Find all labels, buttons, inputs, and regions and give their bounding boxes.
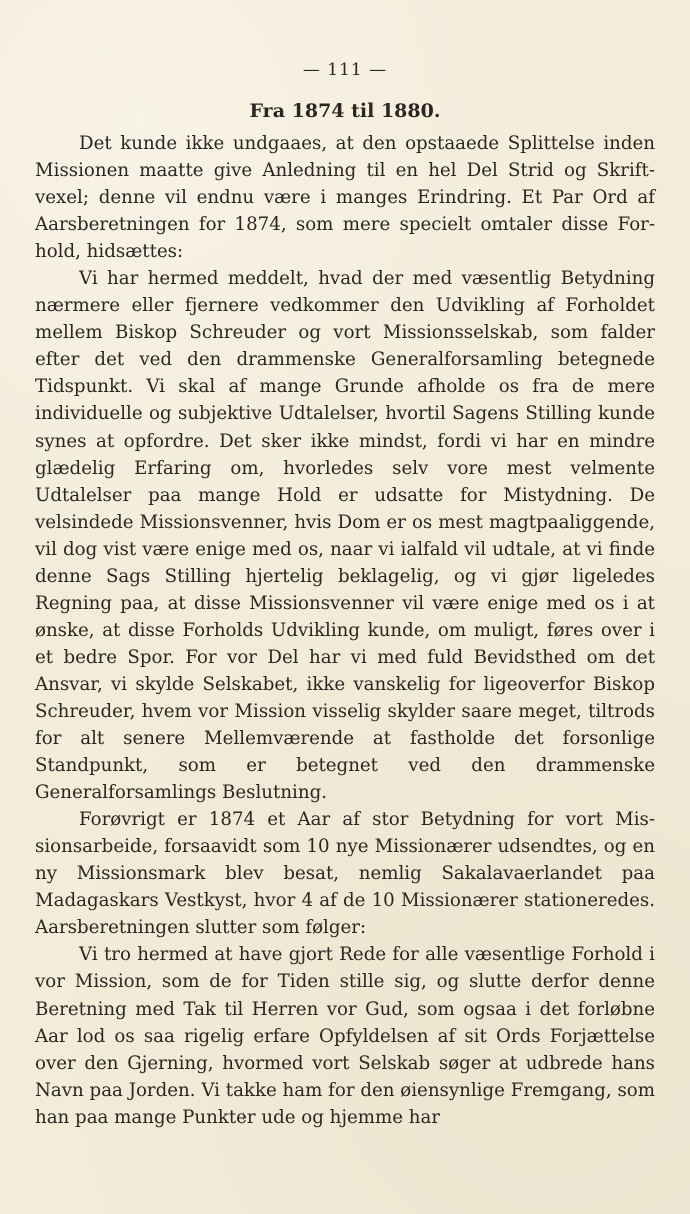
paragraph-3: Forøvrigt er 1874 et Aar af stor Betydning for vort Missionsarbeide, forsaavidt som 10 nye Missionærer udsendtes, og en ny Missionsmark blev besat, nemlig Sakalavaerlandet paa Madagaskars Vestkyst, hvor 4 af de 10 Missionærer stationeredes. Aarsberetningen slutter som følger: bbox=[35, 809, 655, 939]
paragraph-4: Vi tro hermed at have gjort Rede for alle væsentlige Forhold i vor Mission, som de for Tiden stille sig, og slutte derfor denne Beretning med Tak til Herren vor Gud, som ogsaa i det forløbne Aar lod os saa rigelig erfare Opfyldelsen af sit Ords Forjættelse over den Gjerning, hvormed vort Selskab søger at udbrede hans Navn paa Jorden. Vi takke ham for den øiensynlige Fremgang, som han paa mange Punkter ude og hjemme har bbox=[35, 944, 655, 1128]
page-number: — 111 — bbox=[302, 60, 388, 80]
paper-mark bbox=[243, 1112, 244, 1120]
paragraph-2: Vi har hermed meddelt, hvad der med væsentlig Betydning nærmere eller fjernere vedkommer den Udvikling af Forholdet mellem Biskop Schreuder og vort Missionsselskab, som falder efter det ved den drammenske Generalforsamling betegnede Tidspunkt. Vi skal af mange Grunde afholde os fra de mere individuelle og subjektive Udtalelser, hvortil Sagens Stilling kunde synes at opfordre. Det sker ikke mindst, fordi vi har en mindre glædelig Erfaring om, hvorledes selv vore mest velmente Udtalelser paa mange Hold er udsatte for Mistydning. De velsindede Missionsvenner, hvis Dom er os mest magtpaaliggende, vil dog vist være enige med os, naar vi ialfald vil udtale, at vi finde denne Sags Stilling hjertelig beklagelig, og vi gjør ligeledes Regning paa, at disse Missionsvenner vil være enige med os i at ønske, at disse Forholds Udvikling kunde, om muligt, føres over i et bedre Spor. For vor Del har vi med fuld Bevidsthed om det Ansvar, vi skylde Selskabet, ikke vanskelig for ligeoverfor Biskop Schreuder, hvem vor Mission visselig skylder saare meget, tiltrods for alt senere Mellemværende at fastholde det forsonlige Standpunkt, som er betegnet ved den drammenske Generalforsamlings Beslutning. bbox=[35, 268, 655, 804]
body-text bbox=[35, 130, 655, 1131]
section-heading: Fra 1874 til 1880. bbox=[249, 100, 441, 122]
paragraph-1: Det kunde ikke undgaaes, at den opstaaede Splittelse inden Missionen maatte give Anledning til en hel Del Strid og Skriftvexel; denne vil endnu være i manges Erindring. Et Par Ord af Aarsberetningen for 1874, som mere specielt omtaler disse Forhold, hidsættes: bbox=[35, 133, 655, 263]
